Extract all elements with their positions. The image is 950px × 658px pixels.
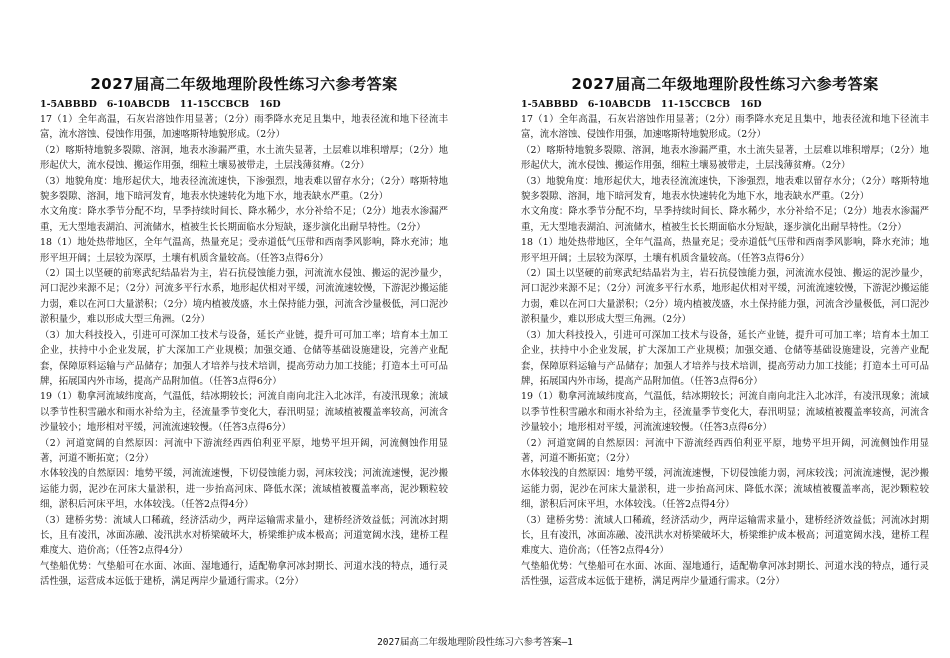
multiple-choice-answers: 1-5ABBBD 6-10ABCDB 11-15CCBCB 16D bbox=[40, 99, 281, 110]
answer-paragraph: 19（1）勒拿河流域纬度高，气温低，结冰期较长；河流自南向北注入北冰洋，有凌汛现象；流域以季节性积雪融水和雨水补给为主，径流量季节变化大，春汛明显；流域植被覆盖率较高，河流含沙量较小；地形相对平缓，河流流速较慢。（任答3点得6分） bbox=[521, 391, 929, 434]
answer-page-right bbox=[521, 74, 929, 590]
answer-paragraph: 水体较浅的自然原因：地势平缓，河流流速慢，下切侵蚀能力弱，河床较浅；河流流速慢，泥沙搬运能力弱，泥沙在河床大量淤积，进一步抬高河床、降低水深；流域植被覆盖率高，泥沙颗粒较细，淤积后河床平坦，水体较浅。（任答2点得4分） bbox=[521, 468, 929, 511]
answer-paragraph: （2）国土以坚硬的前寒武纪结晶岩为主，岩石抗侵蚀能力强，河流流水侵蚀、搬运的泥沙量少，河口泥沙来源不足；（2分）河流多平行水系，地形起伏相对平缓，河流流速较慢，下游泥沙搬运能力弱，难以在河口大量淤积；（2分）境内植被茂盛，水土保持能力强，河流含沙量极低，河口泥沙淤积量少，难以形成大型三角洲。（2分） bbox=[521, 268, 929, 326]
answer-paragraph: （3）建桥劣势：流域人口稀疏，经济活动少，两岸运输需求量小，建桥经济效益低；河流冰封期长，且有凌汛，冰面冻融、凌汛洪水对桥梁破坏大，桥梁维护成本极高；河道宽阔水浅，建桥工程难度大、造价高；（任答2点得4分） bbox=[40, 514, 448, 557]
answer-paragraph: （2）国土以坚硬的前寒武纪结晶岩为主，岩石抗侵蚀能力强，河流流水侵蚀、搬运的泥沙量少，河口泥沙来源不足；（2分）河流多平行水系，地形起伏相对平缓，河流流速较慢，下游泥沙搬运能力弱，难以在河口大量淤积；（2分）境内植被茂盛，水土保持能力强，河流含沙量极低，河口泥沙淤积量少，难以形成大型三角洲。（2分） bbox=[40, 268, 448, 326]
answer-paragraph: 19（1）勒拿河流域纬度高，气温低，结冰期较长；河流自南向北注入北冰洋，有凌汛现象；流域以季节性积雪融水和雨水补给为主，径流量季节变化大，春汛明显；流域植被覆盖率较高，河流含沙量较小；地形相对平缓，河流流速较慢。（任答3点得6分） bbox=[40, 391, 448, 434]
answer-paragraph: 水文角度：降水季节分配不均，旱季持续时间长、降水稀少，水分补给不足；（2分）地表水渗漏严重，无大型地表湖泊、河流储水，植被生长长期面临水分短缺，逐步演化出耐旱特性。（2分） bbox=[521, 206, 929, 233]
answer-paragraph: 气垫船优势：气垫船可在水面、冰面、湿地通行，适配勒拿河冰封期长、河道水浅的特点，通行灵活性强，运营成本远低于建桥，满足两岸少量通行需求。（2分） bbox=[521, 560, 929, 588]
answer-paragraph: （2）喀斯特地貌多裂隙、溶洞，地表水渗漏严重，水土流失显著，土层难以堆积增厚；（2分）地形起伏大，流水侵蚀、搬运作用强，细粒土壤易被带走，土层浅薄贫瘠。（2分） bbox=[521, 144, 929, 172]
answer-paragraph: （2）河道宽阔的自然原因：河流中下游流经西西伯利亚平原，地势平坦开阔，河流侧蚀作用显著，河道不断拓宽；（2分） bbox=[40, 437, 448, 464]
answer-paragraph: 17（1）全年高温，石灰岩溶蚀作用显著；（2分）雨季降水充足且集中，地表径流和地下径流丰富，流水溶蚀、侵蚀作用强，加速喀斯特地貌形成。（2分） bbox=[40, 114, 448, 141]
answer-paragraph: 气垫船优势：气垫船可在水面、冰面、湿地通行，适配勒拿河冰封期长、河道水浅的特点，通行灵活性强，运营成本远低于建桥，满足两岸少量通行需求。（2分） bbox=[40, 560, 448, 588]
answer-page-left bbox=[40, 74, 448, 590]
answer-paragraph: （3）地貌角度：地形起伏大，地表径流流速快，下渗强烈，地表难以留存水分；（2分）喀斯特地貌多裂隙、溶洞，地下暗河发育，地表水快速转化为地下水，地表缺水严重。（2分） bbox=[40, 175, 448, 203]
answer-paragraph: （3）建桥劣势：流域人口稀疏，经济活动少，两岸运输需求量小，建桥经济效益低；河流冰封期长，且有凌汛，冰面冻融、凌汛洪水对桥梁破坏大，桥梁维护成本极高；河道宽阔水浅，建桥工程难度大、造价高；（任答2点得4分） bbox=[521, 514, 929, 557]
answer-paragraph: （3）地貌角度：地形起伏大，地表径流流速快，下渗强烈，地表难以留存水分；（2分）喀斯特地貌多裂隙、溶洞，地下暗河发育，地表水快速转化为地下水，地表缺水严重。（2分） bbox=[521, 175, 929, 203]
page-footer: 2027届高二年级地理阶段性练习六参考答案—1 bbox=[377, 637, 573, 648]
answer-paragraph: （3）加大科技投入，引进可可深加工技术与设备，延长产业链，提升可可加工率；培育本土加工企业，扶持中小企业发展，扩大深加工产业规模；加强交通、仓储等基础设施建设，完善产业配套，保障原料运输与产品储存；加强人才培养与技术培训，提高劳动力加工技能；打造本土可可品牌，拓展国内外市场，提高产品附加值。（任答3点得6分） bbox=[40, 329, 448, 387]
answer-paragraph: （2）河道宽阔的自然原因：河流中下游流经西西伯利亚平原，地势平坦开阔，河流侧蚀作用显著，河道不断拓宽；（2分） bbox=[521, 437, 929, 464]
answer-paragraph: 水文角度：降水季节分配不均，旱季持续时间长、降水稀少，水分补给不足；（2分）地表水渗漏严重，无大型地表湖泊、河流储水，植被生长长期面临水分短缺，逐步演化出耐旱特性。（2分） bbox=[40, 206, 448, 233]
answer-paragraph: 18（1）地处热带地区，全年气温高，热量充足；受赤道低气压带和西南季风影响，降水充沛；地形平坦开阔；土层较为深厚，土壤有机质含量较高。（任答3点得6分） bbox=[521, 237, 929, 264]
page-title: 2027届高二年级地理阶段性练习六参考答案 bbox=[571, 75, 879, 93]
answer-paragraph: 18（1）地处热带地区，全年气温高，热量充足；受赤道低气压带和西南季风影响，降水充沛；地形平坦开阔；土层较为深厚，土壤有机质含量较高。（任答3点得6分） bbox=[40, 237, 448, 264]
multiple-choice-answers: 1-5ABBBD 6-10ABCDB 11-15CCBCB 16D bbox=[521, 99, 762, 110]
answer-paragraph: （2）喀斯特地貌多裂隙、溶洞，地表水渗漏严重，水土流失显著，土层难以堆积增厚；（2分）地形起伏大，流水侵蚀、搬运作用强，细粒土壤易被带走，土层浅薄贫瘠。（2分） bbox=[40, 144, 448, 172]
answer-paragraph: （3）加大科技投入，引进可可深加工技术与设备，延长产业链，提升可可加工率；培育本土加工企业，扶持中小企业发展，扩大深加工产业规模；加强交通、仓储等基础设施建设，完善产业配套，保障原料运输与产品储存；加强人才培养与技术培训，提高劳动力加工技能；打造本土可可品牌，拓展国内外市场，提高产品附加值。（任答3点得6分） bbox=[521, 329, 929, 387]
answer-paragraph: 水体较浅的自然原因：地势平缓，河流流速慢，下切侵蚀能力弱，河床较浅；河流流速慢，泥沙搬运能力弱，泥沙在河床大量淤积，进一步抬高河床、降低水深；流域植被覆盖率高，泥沙颗粒较细，淤积后河床平坦，水体较浅。（任答2点得4分） bbox=[40, 468, 448, 511]
answer-paragraph: 17（1）全年高温，石灰岩溶蚀作用显著；（2分）雨季降水充足且集中，地表径流和地下径流丰富，流水溶蚀、侵蚀作用强，加速喀斯特地貌形成。（2分） bbox=[521, 114, 929, 141]
page-title: 2027届高二年级地理阶段性练习六参考答案 bbox=[90, 75, 398, 93]
